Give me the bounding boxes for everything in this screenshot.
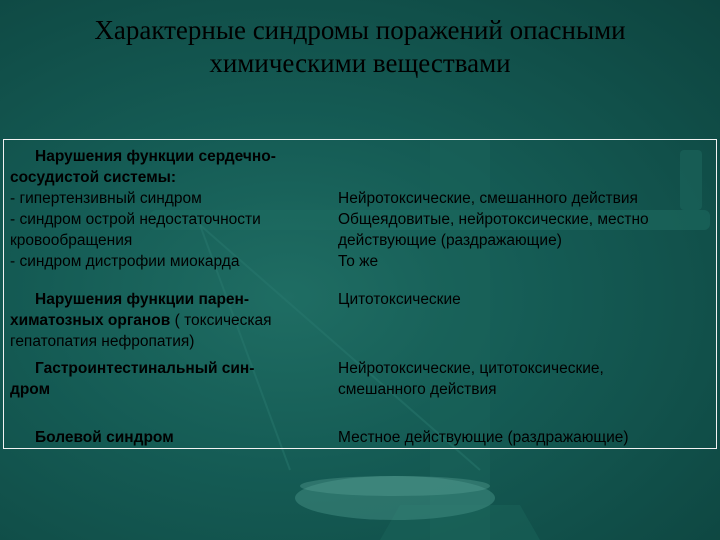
- row-2-heading-bold: химатозных органов: [10, 312, 171, 329]
- row-3-heading-line-1: Гастроинтестинальный син-: [35, 360, 255, 377]
- row-2-item-1: гепатопатия нефропатия): [10, 333, 195, 350]
- row-2-heading-line-2: [10, 310, 336, 331]
- row-4-heading: Болевой синдром: [35, 429, 174, 446]
- row-2-syndrome: [10, 289, 336, 352]
- row-1-substance-1: Нейротоксические, смешанного действия: [338, 190, 638, 207]
- row-3-syndrome: [10, 358, 336, 400]
- row-1-substance-2-cont: действующие (раздражающие): [338, 232, 562, 249]
- row-1-substances: [338, 188, 714, 272]
- row-4-syndrome: [10, 427, 336, 448]
- row-4-substance-1: Местное действующие (раздражающие): [338, 429, 629, 446]
- row-1-item-2-cont: кровообращения: [10, 232, 133, 249]
- row-1-item-2: - синдром острой недостаточности: [10, 211, 261, 228]
- scale-pan-highlight: [300, 476, 490, 496]
- row-1-heading-line-1: Нарушения функции сердечно-: [35, 148, 276, 165]
- row-1-heading-line-2: сосудистой системы:: [10, 169, 177, 186]
- row-3-substance-2: смешанного действия: [338, 381, 497, 398]
- row-2-substance-1: Цитотоксические: [338, 291, 461, 308]
- title-line-1: Характерные синдромы поражений опасными: [94, 15, 626, 45]
- row-1-syndrome: [10, 146, 336, 272]
- title-line-2: химическими веществами: [209, 48, 511, 78]
- row-2-heading-suffix: ( токсическая: [170, 312, 272, 329]
- row-1-item-1: - гипертензивный синдром: [10, 190, 202, 207]
- row-3-substances: [338, 358, 714, 400]
- syndromes-table: [3, 139, 717, 449]
- row-2-heading-line-1: Нарушения функции парен-: [35, 291, 250, 308]
- row-2-substances: [338, 289, 714, 310]
- row-3-heading-line-2: дром: [10, 381, 51, 398]
- row-3-substance-1: Нейротоксические, цитотоксические,: [338, 360, 604, 377]
- row-4-substances: [338, 427, 714, 448]
- row-1-substance-2: Общеядовитые, нейротоксические, местно: [338, 211, 649, 228]
- row-1-substance-3: То же: [338, 253, 379, 270]
- row-1-item-3: - синдром дистрофии миокарда: [10, 253, 240, 270]
- slide-title: [0, 14, 720, 80]
